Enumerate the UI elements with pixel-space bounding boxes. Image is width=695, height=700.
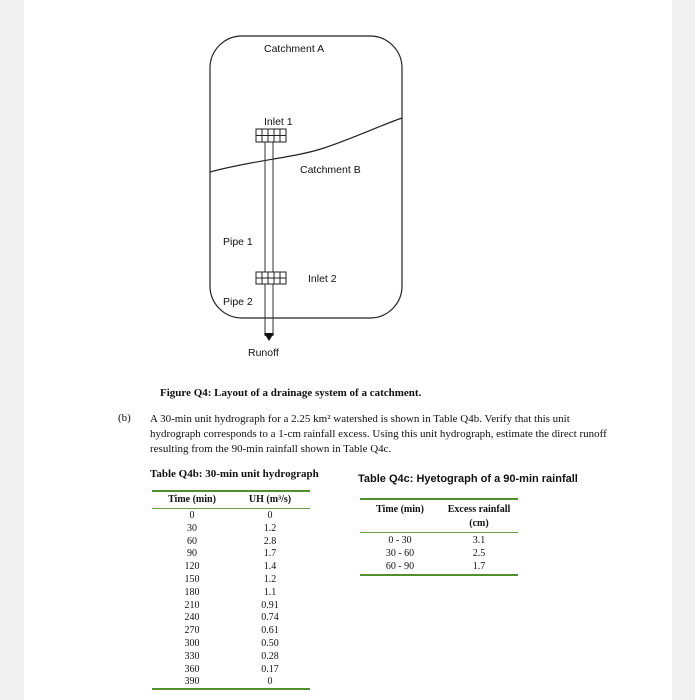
table-q4b-cell-time: 210 bbox=[184, 599, 200, 611]
table-q4b-cell-time: 240 bbox=[184, 612, 200, 624]
table-q4b-cell-uh: 0.28 bbox=[261, 650, 279, 662]
table-q4b-cell-time: 390 bbox=[184, 676, 200, 688]
table-q4b-cell-uh: 2.8 bbox=[263, 535, 277, 547]
table-q4b-cell-uh: 0.74 bbox=[261, 612, 279, 624]
table-q4b-title: Table Q4b: 30-min unit hydrograph bbox=[150, 468, 319, 480]
table-q4b-cell-uh: 1.4 bbox=[263, 561, 277, 573]
runoff-label: Runoff bbox=[248, 347, 279, 359]
inlet-2-label: Inlet 2 bbox=[308, 273, 337, 285]
table-q4b-cell-uh: 0.91 bbox=[261, 599, 279, 611]
table-q4b-cell-time: 360 bbox=[184, 663, 200, 675]
table-q4b-header-rule bbox=[152, 508, 310, 509]
table-q4c-header-rule bbox=[360, 532, 518, 533]
table-q4b-cell-uh: 0.50 bbox=[261, 638, 279, 649]
table-q4b-cell-time: 0 bbox=[189, 510, 195, 521]
catchment-boundary bbox=[210, 36, 402, 318]
table-q4b bbox=[152, 488, 310, 698]
table-q4b-cell-time: 150 bbox=[184, 574, 200, 585]
table-q4b-cell-time: 30 bbox=[187, 522, 197, 534]
table-q4b-cell-uh: 0.17 bbox=[261, 663, 279, 675]
catchment-a-label: Catchment A bbox=[264, 43, 325, 55]
table-q4c-header-unit: (cm) bbox=[469, 518, 489, 529]
question-text: A 30-min unit hydrograph for a 2.25 km² watershed is shown in Table Q4b. Verify that this unit hydrograph corresponds to a 1-cm rainfall excess. Using this unit hydrograph, estimate the direct runoff resulting from the 90-min rainfall shown in Table Q4c. bbox=[150, 413, 607, 455]
table-q4c-cell-time: 30 - 60 bbox=[385, 548, 415, 559]
table-q4b-bottom-rule bbox=[152, 688, 310, 690]
runoff-arrow-icon bbox=[264, 333, 274, 341]
table-q4b-cell-time: 300 bbox=[184, 638, 200, 649]
table-q4c-top-rule bbox=[360, 498, 518, 500]
table-q4c-cell-excess: 3.1 bbox=[472, 535, 486, 546]
table-q4b-cell-time: 90 bbox=[187, 548, 197, 560]
inlet-1-grate bbox=[256, 129, 286, 142]
table-q4b-cell-uh: 1.2 bbox=[263, 574, 277, 585]
question-label: (b) bbox=[118, 412, 131, 424]
figure-caption: Figure Q4: Layout of a drainage system of a catchment. bbox=[160, 387, 422, 399]
table-q4c-header-time: Time (min) bbox=[376, 504, 424, 515]
table-q4c-cell-excess: 1.7 bbox=[472, 561, 486, 572]
table-q4b-cell-uh: 1.2 bbox=[263, 522, 277, 534]
table-q4c bbox=[360, 496, 518, 586]
inlet-2-grate bbox=[256, 272, 286, 284]
table-q4c-cell-time: 60 - 90 bbox=[385, 561, 415, 572]
table-q4c-cell-excess: 2.5 bbox=[472, 548, 486, 559]
inlet-1-label: Inlet 1 bbox=[264, 116, 293, 128]
table-q4c-header-excess: Excess rainfall bbox=[447, 504, 511, 515]
table-q4b-cell-time: 180 bbox=[184, 586, 200, 598]
catchment-b-label: Catchment B bbox=[300, 164, 361, 176]
table-q4b-cell-uh: 1.7 bbox=[263, 548, 277, 560]
table-q4b-cell-time: 60 bbox=[187, 535, 197, 547]
pipe-2-label: Pipe 2 bbox=[223, 296, 253, 308]
table-q4b-cell-time: 120 bbox=[184, 561, 200, 573]
table-q4b-cell-uh: 0.61 bbox=[261, 625, 279, 637]
table-q4b-cell-uh: 0 bbox=[267, 676, 273, 688]
table-q4b-cell-time: 270 bbox=[184, 625, 200, 637]
table-q4b-cell-uh: 0 bbox=[267, 510, 273, 521]
table-q4b-header-time: Time (min) bbox=[168, 494, 216, 505]
drainage-diagram bbox=[24, 0, 672, 380]
table-q4b-cell-uh: 1.1 bbox=[263, 586, 277, 598]
table-q4c-title: Table Q4c: Hyetograph of a 90-min rainfall bbox=[358, 473, 578, 485]
table-q4b-top-rule bbox=[152, 490, 310, 492]
pipe-1-label: Pipe 1 bbox=[223, 236, 253, 248]
document-page bbox=[24, 0, 672, 700]
table-q4c-bottom-rule bbox=[360, 574, 518, 576]
table-q4b-cell-time: 330 bbox=[184, 650, 200, 662]
table-q4b-header-uh: UH (m³/s) bbox=[248, 494, 292, 505]
table-q4c-cell-time: 0 - 30 bbox=[388, 535, 412, 546]
